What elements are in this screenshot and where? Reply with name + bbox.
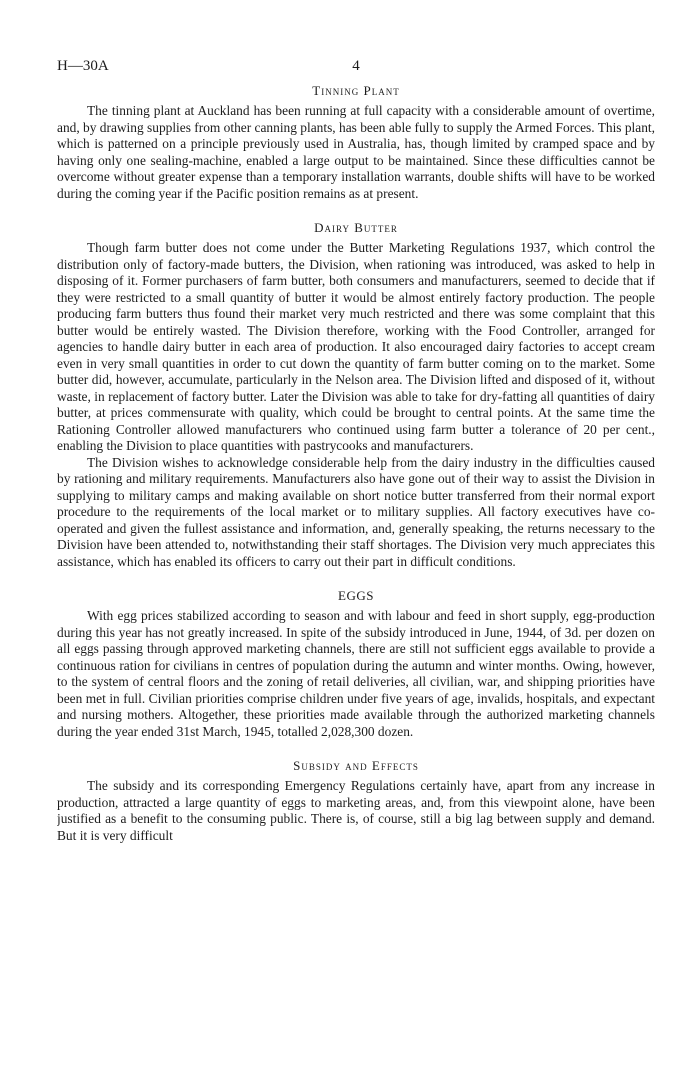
paragraph: Though farm butter does not come under the Butter Marketing Regulations 1937, which control the distribution only of factory-made butters, the Division, when rationing was introduced, was asked to help in disposing of it. Former purchasers of farm butter, both consumers and manufacturers, seemed to decide that if they were restricted to a small quantity of butter it would be almost entirely factory production. The people producing farm butters thus found their market very much restricted and there was some complaint that this butter would be entirely wasted. The Division therefore, working with the Food Controller, arranged for agencies to handle dairy butter in each area of production. It also encouraged dairy factories to accept cream even in very small quantities in order to cut down the quantity of farm butter coming on to the market. Some butter did, however, accumulate, particularly in the Nelson area. The Division lifted and disposed of it, without waste, in replacement of factory butter. Later the Division was able to take for dry-fatting all quantities of dairy butter, at prices commensurate with quality, which could be brought to central points. At the same time the Rationing Controller allowed manufacturers who continued using farm butter a tolerance of 20 per cent., enabling the Division to place quantities with pastrycooks and manufacturers. xyxy=(57,240,655,453)
section-heading: Tinning Plant xyxy=(312,83,400,98)
section-heading: Subsidy and Effects xyxy=(293,758,419,773)
section-dairy-butter xyxy=(57,220,655,570)
paragraph: The tinning plant at Auckland has been running at full capacity with a considerable amount of overtime, and, by drawing supplies from other canning plants, has been able fully to supply the Armed Forces. This plant, which is patterned on a principle previously used in Australia, has, though limited by cramped space and by having only one sealing-machine, enabled a large output to be maintained. Since these difficulties cannot be overcome without greater expense than a temporary installation warrants, double shifts will have to be worked during the coming year if the Pacific position remains as at present. xyxy=(57,103,655,201)
section-heading: Dairy Butter xyxy=(314,220,398,235)
running-header xyxy=(57,58,655,80)
page-number: 4 xyxy=(352,58,360,74)
section-subsidy-and-effects xyxy=(57,758,655,844)
section-heading: EGGS xyxy=(338,588,374,603)
document-reference: H—30A xyxy=(57,58,109,74)
paragraph: The subsidy and its corresponding Emergency Regulations certainly have, apart from any increase in production, attracted a large quantity of eggs to marketing areas, and, from this viewpoint alone, have been justified as a benefit to the consuming public. There is, of course, still a big lag between supply and demand. But it is very difficult xyxy=(57,778,655,843)
document-page xyxy=(57,58,655,1068)
section-tinning-plant xyxy=(57,83,655,202)
paragraph: The Division wishes to acknowledge considerable help from the dairy industry in the difficulties caused by rationing and military requirements. Manufacturers also have gone out of their way to assist the Division in supplying to military camps and making available on short notice butter transferred from their normal export procedure to the requirements of the local market or to military supplies. All factory executives have co-operated and given the fullest assistance and information, and, generally speaking, the returns necessary to the Division have been attended to, notwithstanding their staff shortages. The Division very much appreciates this assistance, which has enabled its officers to carry out their part in difficult conditions. xyxy=(57,454,655,569)
paragraph: With egg prices stabilized according to season and with labour and feed in short supply, egg-production during this year has not greatly increased. In spite of the subsidy introduced in June, 1944, of 3d. per dozen on all eggs passing through approved marketing channels, there are still not sufficient eggs available to provide a continuous ration for civilians in centres of population during the autumn and winter months. Owing, however, to the system of central floors and the zoning of retail deliveries, all civilian, war, and shipping priorities have been met in full. Civilian priorities comprise children under five years of age, invalids, hospitals, and expectant and nursing mothers. Altogether, these priorities made available through the authorized marketing channels during the year ended 31st March, 1945, totalled 2,028,300 dozen. xyxy=(57,608,655,739)
section-eggs xyxy=(57,588,655,740)
